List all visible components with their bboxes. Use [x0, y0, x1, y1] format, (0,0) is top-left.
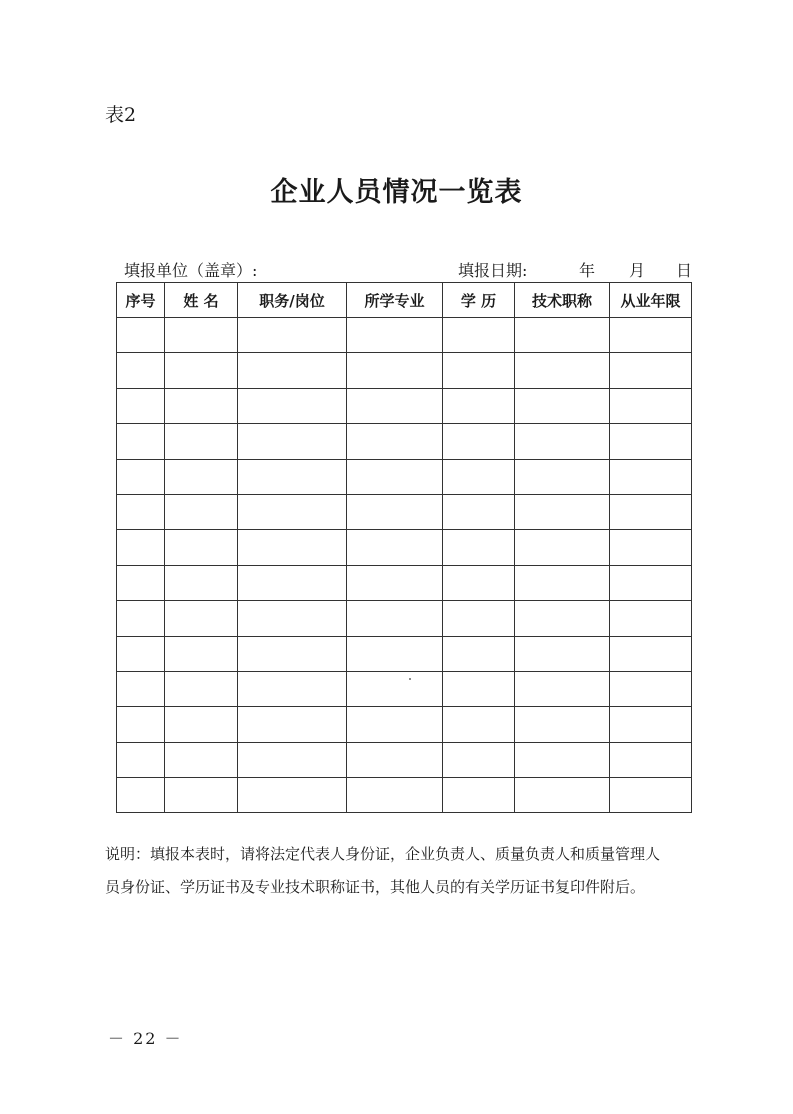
table-cell [610, 565, 692, 600]
table-cell [117, 601, 165, 636]
table-cell [165, 601, 238, 636]
table-cell [347, 424, 443, 459]
table-cell [443, 459, 515, 494]
table-cell [238, 636, 347, 671]
note [105, 838, 705, 904]
table-cell [443, 353, 515, 388]
table-header-row [117, 283, 692, 318]
table-cell [515, 353, 610, 388]
table-cell [347, 671, 443, 706]
table-cell [238, 601, 347, 636]
table-cell [347, 530, 443, 565]
table-cell [238, 742, 347, 777]
table-cell [515, 636, 610, 671]
table-cell [610, 388, 692, 423]
header-name: 姓 名 [165, 283, 238, 318]
table-cell [443, 388, 515, 423]
table-cell [347, 565, 443, 600]
table-cell [238, 388, 347, 423]
table-cell [117, 530, 165, 565]
table-cell [610, 742, 692, 777]
table-cell [165, 424, 238, 459]
table-cell [443, 742, 515, 777]
table-cell [443, 601, 515, 636]
table-cell [515, 459, 610, 494]
table-cell [443, 318, 515, 353]
table-cell [515, 318, 610, 353]
header-years-experience: 从业年限 [610, 283, 692, 318]
table-cell [347, 388, 443, 423]
table-row [117, 388, 692, 423]
table-cell [443, 671, 515, 706]
table-cell [238, 424, 347, 459]
table-cell [515, 424, 610, 459]
note-line-1: 说明：填报本表时，请将法定代表人身份证，企业负责人、质量负责人和质量管理人 [105, 845, 661, 863]
table-cell [165, 494, 238, 529]
header-technical-title: 技术职称 [515, 283, 610, 318]
table-cell [117, 671, 165, 706]
date-day-label: 日 [676, 261, 693, 280]
fill-unit-label: 填报单位（盖章）: [124, 261, 258, 280]
table-cell [443, 530, 515, 565]
header-serial-number: 序号 [117, 283, 165, 318]
table-cell [165, 459, 238, 494]
table-cell [165, 671, 238, 706]
table-cell [347, 601, 443, 636]
table-cell [443, 707, 515, 742]
table-cell [238, 530, 347, 565]
table-cell [238, 778, 347, 813]
table-cell [347, 353, 443, 388]
table-cell [117, 424, 165, 459]
table-cell [165, 636, 238, 671]
table-cell [515, 707, 610, 742]
table-cell [165, 388, 238, 423]
table-cell [347, 778, 443, 813]
table-row [117, 671, 692, 706]
table-label: 表2 [105, 104, 137, 126]
table-cell [165, 353, 238, 388]
table-cell [238, 318, 347, 353]
table-cell [117, 494, 165, 529]
table-cell [610, 707, 692, 742]
table-cell [117, 565, 165, 600]
table-cell [117, 742, 165, 777]
table-row [117, 778, 692, 813]
table-cell [165, 742, 238, 777]
fill-date-label: 填报日期: [458, 261, 528, 280]
table-cell [117, 707, 165, 742]
table-row [117, 318, 692, 353]
table-cell [610, 636, 692, 671]
table-cell [515, 742, 610, 777]
table-row [117, 459, 692, 494]
table-row [117, 742, 692, 777]
table-cell [117, 778, 165, 813]
table-cell [165, 778, 238, 813]
note-line-2: 员身份证、学历证书及专业技术职称证书，其他人员的有关学历证书复印件附后。 [105, 878, 646, 896]
table-body [117, 318, 692, 813]
table-cell [165, 318, 238, 353]
page-number: － 22 － [108, 1029, 183, 1048]
table-cell [610, 494, 692, 529]
table-cell [238, 671, 347, 706]
header-major: 所学专业 [347, 283, 443, 318]
table-cell [117, 459, 165, 494]
table-row [117, 424, 692, 459]
table-row [117, 353, 692, 388]
table-row [117, 530, 692, 565]
table-row [117, 601, 692, 636]
table-cell [443, 424, 515, 459]
header-education: 学 历 [443, 283, 515, 318]
table-cell [238, 459, 347, 494]
table-cell [610, 424, 692, 459]
table-cell [610, 353, 692, 388]
document-title: 企业人员情况一览表 [270, 177, 523, 208]
table-cell [515, 601, 610, 636]
table-cell [443, 636, 515, 671]
table-cell [515, 530, 610, 565]
table-cell [610, 671, 692, 706]
table-cell [238, 565, 347, 600]
table-cell [238, 707, 347, 742]
table-cell [515, 494, 610, 529]
table-cell [347, 742, 443, 777]
table-cell [610, 459, 692, 494]
date-year-label: 年 [579, 261, 596, 280]
table-row [117, 494, 692, 529]
personnel-table [116, 282, 692, 813]
table-cell [515, 388, 610, 423]
header-position: 职务/岗位 [238, 283, 347, 318]
table-cell [347, 494, 443, 529]
table-cell [610, 530, 692, 565]
table-cell [443, 778, 515, 813]
table-cell [117, 636, 165, 671]
table-row [117, 707, 692, 742]
table-cell [347, 707, 443, 742]
date-month-label: 月 [629, 261, 646, 280]
table-cell [610, 318, 692, 353]
table-cell [238, 353, 347, 388]
table-cell [117, 318, 165, 353]
table-row [117, 565, 692, 600]
table-cell [347, 459, 443, 494]
table-cell [347, 636, 443, 671]
table-cell [165, 707, 238, 742]
table-row [117, 636, 692, 671]
table-cell [610, 778, 692, 813]
table-cell [515, 778, 610, 813]
table-cell [515, 565, 610, 600]
table-cell [347, 318, 443, 353]
table-cell [515, 671, 610, 706]
table-cell [443, 565, 515, 600]
table-cell [117, 388, 165, 423]
table-cell [238, 494, 347, 529]
table-cell [443, 494, 515, 529]
scan-speck [409, 678, 411, 680]
table-cell [165, 530, 238, 565]
table-cell [610, 601, 692, 636]
table-cell [117, 353, 165, 388]
table-cell [165, 565, 238, 600]
